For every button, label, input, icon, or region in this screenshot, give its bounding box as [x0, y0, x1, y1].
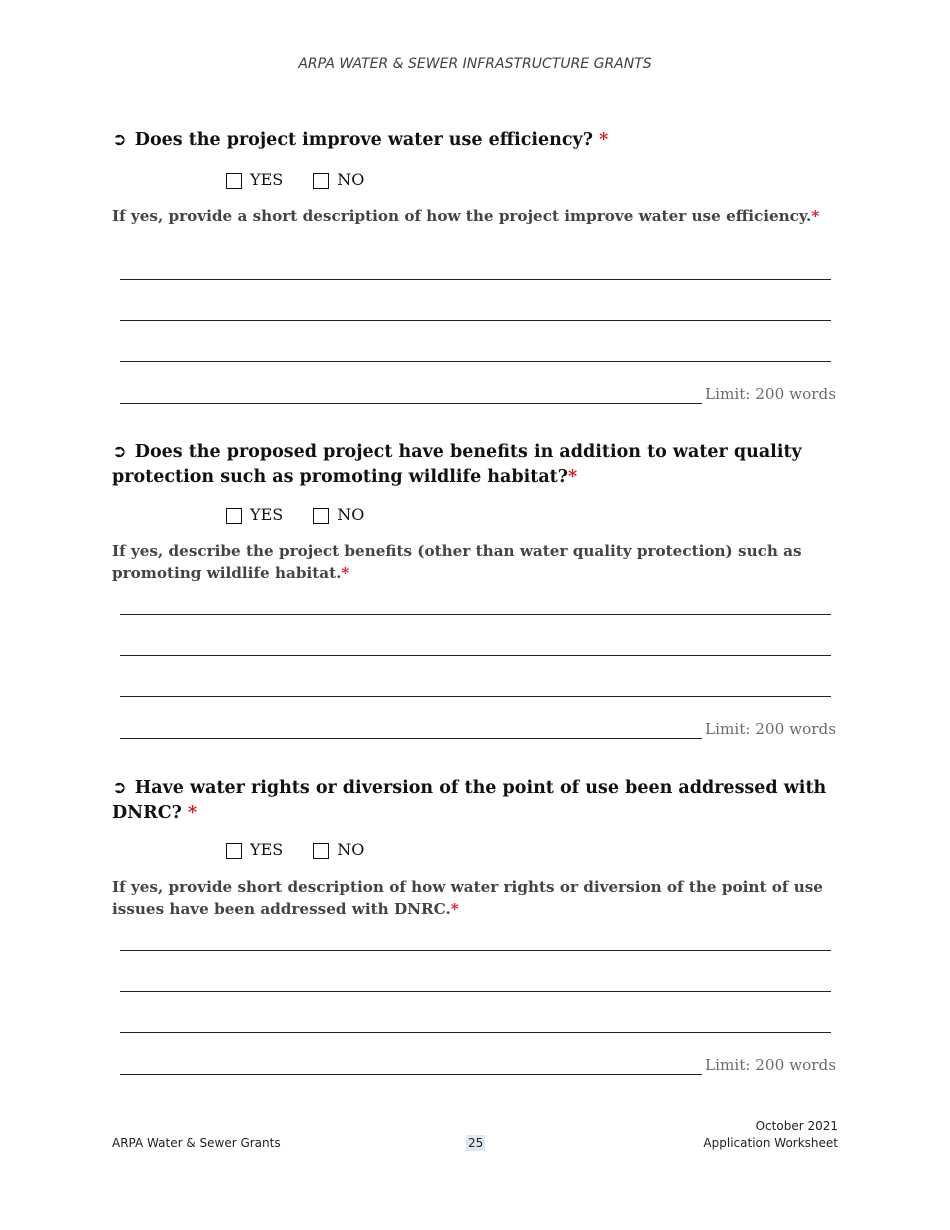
arrow-icon: ➲ — [112, 778, 127, 798]
no-option[interactable] — [313, 505, 364, 524]
required-marker: * — [341, 564, 350, 582]
no-label: NO — [337, 840, 365, 859]
answer-line[interactable] — [120, 361, 831, 362]
question-2-options — [226, 505, 364, 524]
page-number-text: 25 — [468, 1136, 484, 1150]
page-number — [466, 1136, 485, 1150]
question-1-text: Does the project improve water use efficiency? — [134, 130, 600, 150]
checkbox-icon[interactable] — [313, 843, 329, 859]
answer-line[interactable] — [120, 320, 831, 321]
word-limit: Limit: 200 words — [705, 720, 836, 738]
required-marker: * — [188, 803, 198, 823]
yes-option[interactable] — [226, 505, 283, 524]
prompt-text: If yes, provide a short description of how the project improve water use efficiency. — [112, 207, 812, 225]
word-limit: Limit: 200 words — [705, 385, 836, 403]
question-2 — [112, 440, 832, 490]
question-2-prompt — [112, 540, 837, 584]
required-marker: * — [568, 467, 578, 487]
answer-line[interactable] — [120, 279, 831, 280]
prompt-text: If yes, provide short description of how water rights or diversion of the point of use issues have been addressed with DNRC. — [112, 878, 823, 918]
checkbox-icon[interactable] — [226, 173, 242, 189]
question-3-prompt — [112, 876, 837, 920]
yes-option[interactable] — [226, 840, 283, 859]
answer-line[interactable] — [120, 991, 831, 992]
answer-line[interactable] — [120, 1032, 831, 1033]
question-2-text: Does the proposed project have benefits in addition to water quality protection such as promoting wildlife habitat? — [112, 442, 802, 487]
question-1-options — [226, 170, 364, 189]
question-1-prompt — [112, 205, 837, 227]
answer-line[interactable] — [120, 950, 831, 951]
question-3 — [112, 776, 832, 826]
question-3-text: Have water rights or diversion of the point of use been addressed with DNRC? — [112, 778, 827, 823]
yes-label: YES — [250, 840, 284, 859]
question-1 — [112, 128, 832, 153]
yes-label: YES — [250, 170, 284, 189]
answer-line[interactable] — [120, 655, 831, 656]
answer-line[interactable] — [120, 403, 702, 404]
required-marker: * — [811, 207, 820, 225]
answer-line[interactable] — [120, 696, 831, 697]
prompt-text: If yes, describe the project benefits (other than water quality protection) such as promoting wildlife habitat. — [112, 542, 802, 582]
page-header: ARPA WATER & SEWER INFRASTRUCTURE GRANTS — [298, 56, 652, 72]
answer-line[interactable] — [120, 1074, 702, 1075]
arrow-icon: ➲ — [112, 442, 127, 462]
answer-line[interactable] — [120, 738, 702, 739]
checkbox-icon[interactable] — [313, 508, 329, 524]
checkbox-icon[interactable] — [226, 508, 242, 524]
no-option[interactable] — [313, 840, 364, 859]
question-3-options — [226, 840, 364, 859]
footer-left: ARPA Water & Sewer Grants — [112, 1136, 281, 1150]
yes-label: YES — [250, 505, 284, 524]
no-label: NO — [337, 170, 365, 189]
required-marker: * — [450, 900, 459, 918]
no-option[interactable] — [313, 170, 364, 189]
word-limit: Limit: 200 words — [705, 1056, 836, 1074]
footer-date: October 2021 — [755, 1119, 838, 1133]
checkbox-icon[interactable] — [226, 843, 242, 859]
arrow-icon: ➲ — [112, 130, 127, 150]
footer-right: Application Worksheet — [703, 1136, 838, 1150]
yes-option[interactable] — [226, 170, 283, 189]
answer-line[interactable] — [120, 614, 831, 615]
required-marker: * — [599, 130, 609, 150]
checkbox-icon[interactable] — [313, 173, 329, 189]
no-label: NO — [337, 505, 365, 524]
